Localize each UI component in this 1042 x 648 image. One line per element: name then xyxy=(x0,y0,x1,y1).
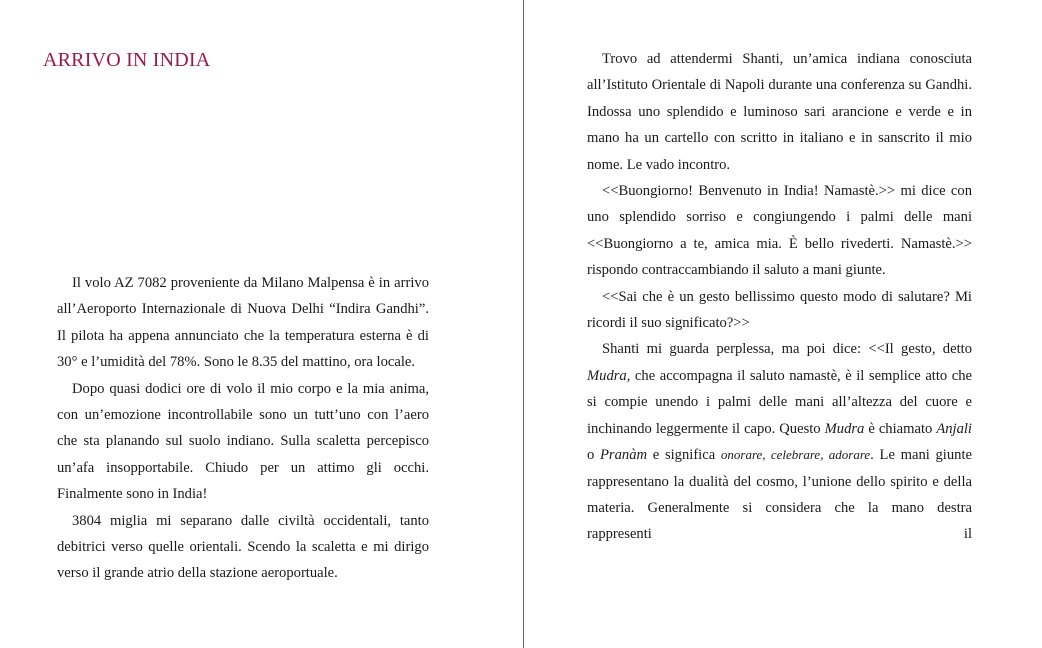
term-mudra-2: Mudra xyxy=(824,420,865,437)
chapter-title: ARRIVO IN INDIA xyxy=(43,49,211,71)
term-anjali: Anjali xyxy=(936,420,972,437)
right-page xyxy=(524,0,1042,648)
right-page-body xyxy=(587,46,972,548)
mudra-text-1: Shanti mi guarda perplessa, ma poi dice: <<Il gesto, detto xyxy=(602,341,972,358)
paragraph-landing-emotion: Dopo quasi dodici ore di volo il mio corpo e la mia anima, con un’emozione incontrollabile sono un tutt’uno con l’aero che sta planando sul suolo indiano. Sulla scaletta percepisco un’afa insopportabile. Chiudo per un attimo gli occhi. Finalmente sono in India! xyxy=(57,380,429,503)
paragraph-flight-arrival: Il volo AZ 7082 proveniente da Milano Malpensa è in arrivo all’Aeroporto Internazionale di Nuova Delhi “Indira Gandhi”. Il pilota ha appena annunciato che la temperatura esterna è di 30° e l’umidità del 78%. Sono le 8.35 del mattino, ora locale. xyxy=(57,275,429,371)
paragraph-mudra-explanation xyxy=(587,336,972,547)
mudra-text-5: e significa xyxy=(647,447,721,464)
left-page-body xyxy=(57,270,429,587)
paragraph-meeting-shanti: Trovo ad attendermi Shanti, un’amica indiana conosciuta all’Istituto Orientale di Napoli durante una conferenza su Gandhi. Indossa uno splendido e luminoso sari arancione e verde e in mano ha un cartello con scritto in italiano e in sanscrito il mio nome. Le vado incontro. xyxy=(587,51,972,173)
mudra-text-4: o xyxy=(587,447,601,464)
paragraph-greeting-namaste: <<Buongiorno! Benvenuto in India! Namastè.>> mi dice con uno splendido sorriso e congiungendo i palmi delle mani <<Buongiorno a te, amica mia. È bello rivederti. Namastè.>> rispondo contraccambiando il saluto a mani giunte. xyxy=(587,183,972,279)
mudra-text-2: , che accompagna il saluto namastè, è il semplice atto che si compie unendo i palmi delle mani all’altezza del cuore e inchinando leggermente il capo. Questo xyxy=(587,367,972,437)
term-mudra: Mudra xyxy=(587,367,627,384)
term-meaning: onorare, celebrare, adorare xyxy=(720,447,871,463)
mudra-text-3: è chiamato xyxy=(864,420,937,437)
paragraph-descending: 3804 miglia mi separano dalle civiltà occidentali, tanto debitrici verso quelle orientali. Scendo la scaletta e mi dirigo verso il grande atrio della stazione aeroportuale. xyxy=(57,512,429,582)
mudra-text-6: . Le mani giunte rappresentano la dualità del cosmo, l’unione dello spirito e della materia. Generalmente si considera che la mano destra rappresenti il xyxy=(587,447,972,543)
term-pranam: Pranàm xyxy=(600,447,648,464)
paragraph-question-gesture: <<Sai che è un gesto bellissimo questo modo di salutare? Mi ricordi il suo significato?>> xyxy=(587,288,972,332)
